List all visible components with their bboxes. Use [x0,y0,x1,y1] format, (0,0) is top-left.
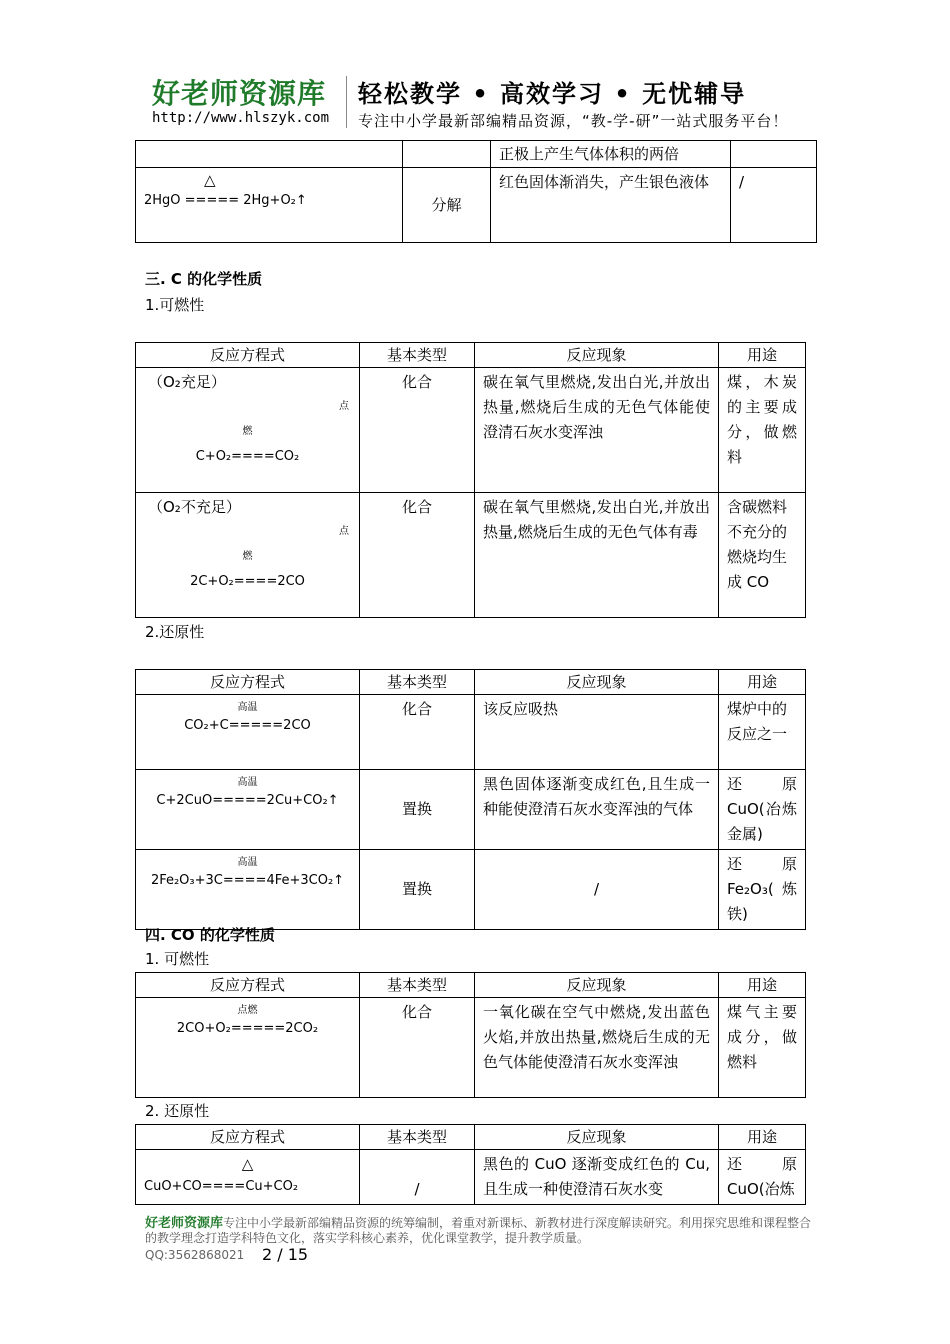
column-header: 反应方程式 [136,1125,360,1150]
equation-cell [136,850,360,930]
use-cell: 还原 CuO(冶炼金属) [719,770,806,850]
column-header: 用途 [719,670,806,695]
table-header-row [136,1125,806,1150]
equation-cell [136,998,360,1098]
column-header: 用途 [719,343,806,368]
table-header-row [136,343,806,368]
equation-cell [136,168,403,243]
equation-cell [136,695,360,770]
column-header: 基本类型 [360,670,475,695]
reaction-condition: 高温 [237,777,258,788]
section-heading: 三. C 的化学性质 [145,270,263,288]
reaction-condition: △ [241,1155,254,1173]
phenomenon-cell: 一氧化碳在空气中燃烧,发出蓝色火焰,并放出热量,燃烧后生成的无色气体能使澄清石灰水变浑浊 [475,998,719,1098]
phenomenon-cell: 正极上产生气体体积的两倍 [491,141,731,168]
column-header: 反应方程式 [136,973,360,998]
table-row [136,1150,806,1205]
page-number: 2 / 15 [262,1245,309,1264]
type-cell: 化合 [360,493,475,618]
reaction-condition: △ [204,171,216,189]
type-cell: 分解 [403,168,491,243]
footer-qq: QQ:3562868021 [145,1248,245,1262]
type-cell: 置换 [360,850,475,930]
table-row [136,141,817,168]
condition-note: （O₂不充足） [148,498,241,516]
phenomenon-cell: 碳在氧气里燃烧,发出白光,并放出热量,燃烧后生成的无色气体能使澄清石灰水变浑浊 [475,368,719,493]
column-header: 反应现象 [475,670,719,695]
chemical-equation: 2Fe₂O₃+3C====4Fe+3CO₂↑ [150,873,345,888]
phenomenon-cell: 该反应吸热 [475,695,719,770]
phenomenon-cell: 黑色的 CuO 逐渐变成红色的 Cu,且生成一种使澄清石灰水变 [475,1150,719,1205]
reaction-condition: 高温 [237,857,258,868]
chemical-equation: 2CO+O₂=====2CO₂ [176,1021,319,1036]
use-cell: 煤炉中的反应之一 [719,695,806,770]
chemical-equation: C+2CuO=====2Cu+CO₂↑ [156,793,339,808]
header-tagline: 专注中小学最新部编精品资源，“教-学-研”一站式服务平台！ [358,112,789,130]
column-header: 基本类型 [360,1125,475,1150]
reaction-condition: 高温 [237,702,258,713]
table-row [136,998,806,1098]
phenomenon-cell: 红色固体渐消失，产生银色液体 [491,168,731,243]
use-cell: 煤气主要成分，做燃料 [719,998,806,1098]
column-header: 基本类型 [360,973,475,998]
equation-cell [136,493,360,618]
table-row [136,695,806,770]
table-row [136,770,806,850]
column-header: 用途 [719,1125,806,1150]
column-header: 基本类型 [360,343,475,368]
subsection-heading: 1.可燃性 [145,296,205,314]
phenomenon-cell: 碳在氧气里燃烧,发出白光,并放出热量,燃烧后生成的无色气体有毒 [475,493,719,618]
table-c-reduction [135,669,806,930]
table-header-row [136,973,806,998]
column-header: 反应方程式 [136,670,360,695]
reaction-condition: 燃 [242,426,253,437]
table-co-reduction [135,1124,806,1205]
reaction-condition: 燃 [242,551,253,562]
subsection-heading: 2. 还原性 [145,1102,210,1120]
table-continuation [135,140,817,243]
phenomenon-cell: / [475,850,719,930]
header-divider [346,76,347,128]
column-header: 反应现象 [475,973,719,998]
type-cell: 化合 [360,368,475,493]
type-cell: 化合 [360,998,475,1098]
chemical-equation: 2HgO ===== 2Hg+O₂↑ [144,193,307,208]
table-row [136,168,817,243]
use-cell: 煤，木炭的主要成分，做燃料 [719,368,806,493]
footer-text: 专注中小学最新部编精品资源的统筹编制，着重对新课标、新教材进行深度解读研究。利用探究思维和课程整合的教学理念打造学科特色文化，落实学科核心素养，优化课堂教学，提升教学质量。 [145,1216,812,1245]
subsection-heading: 1. 可燃性 [145,950,210,968]
column-header: 反应现象 [475,1125,719,1150]
type-cell: 置换 [360,770,475,850]
header-slogan: 轻松教学 • 高效学习 • 无忧辅导 [358,80,747,108]
chemical-equation: CO₂+C=====2CO [184,718,311,733]
reaction-condition: 点 [339,526,349,537]
section-heading: 四. CO 的化学性质 [145,926,275,944]
table-row [136,493,806,618]
use-cell: 含碳燃料不充分的燃烧均生成 CO [719,493,806,618]
page-footer [145,1216,815,1246]
chemical-equation: C+O₂====CO₂ [195,449,300,464]
table-co-combustion [135,972,806,1098]
chemical-equation: 2C+O₂====2CO [190,574,305,589]
page-header [152,72,892,132]
condition-note: （O₂充足） [148,373,226,391]
brand-logo-text: 好老师资源库 [152,77,327,110]
footer-brand: 好老师资源库 [145,1216,224,1231]
reaction-condition: 点 [339,401,349,412]
site-url[interactable]: http://www.hlszyk.com [152,110,330,126]
column-header: 反应现象 [475,343,719,368]
phenomenon-cell: 黑色固体逐渐变成红色,且生成一种能使澄清石灰水变浑浊的气体 [475,770,719,850]
use-cell: 还原 Fe₂O₃(炼铁) [719,850,806,930]
chemical-equation: CuO+CO====Cu+CO₂ [144,1179,299,1194]
table-row [136,368,806,493]
subsection-heading: 2.还原性 [145,623,205,641]
column-header: 用途 [719,973,806,998]
equation-cell [136,368,360,493]
table-c-combustion [135,342,806,618]
use-cell: 还原 CuO(冶炼 [719,1150,806,1205]
equation-cell [136,1150,360,1205]
table-header-row [136,670,806,695]
type-cell: 化合 [360,695,475,770]
column-header: 反应方程式 [136,343,360,368]
type-cell: / [360,1150,475,1205]
table-row [136,850,806,930]
use-cell: / [731,168,817,243]
reaction-condition: 点燃 [237,1005,258,1016]
equation-cell [136,770,360,850]
